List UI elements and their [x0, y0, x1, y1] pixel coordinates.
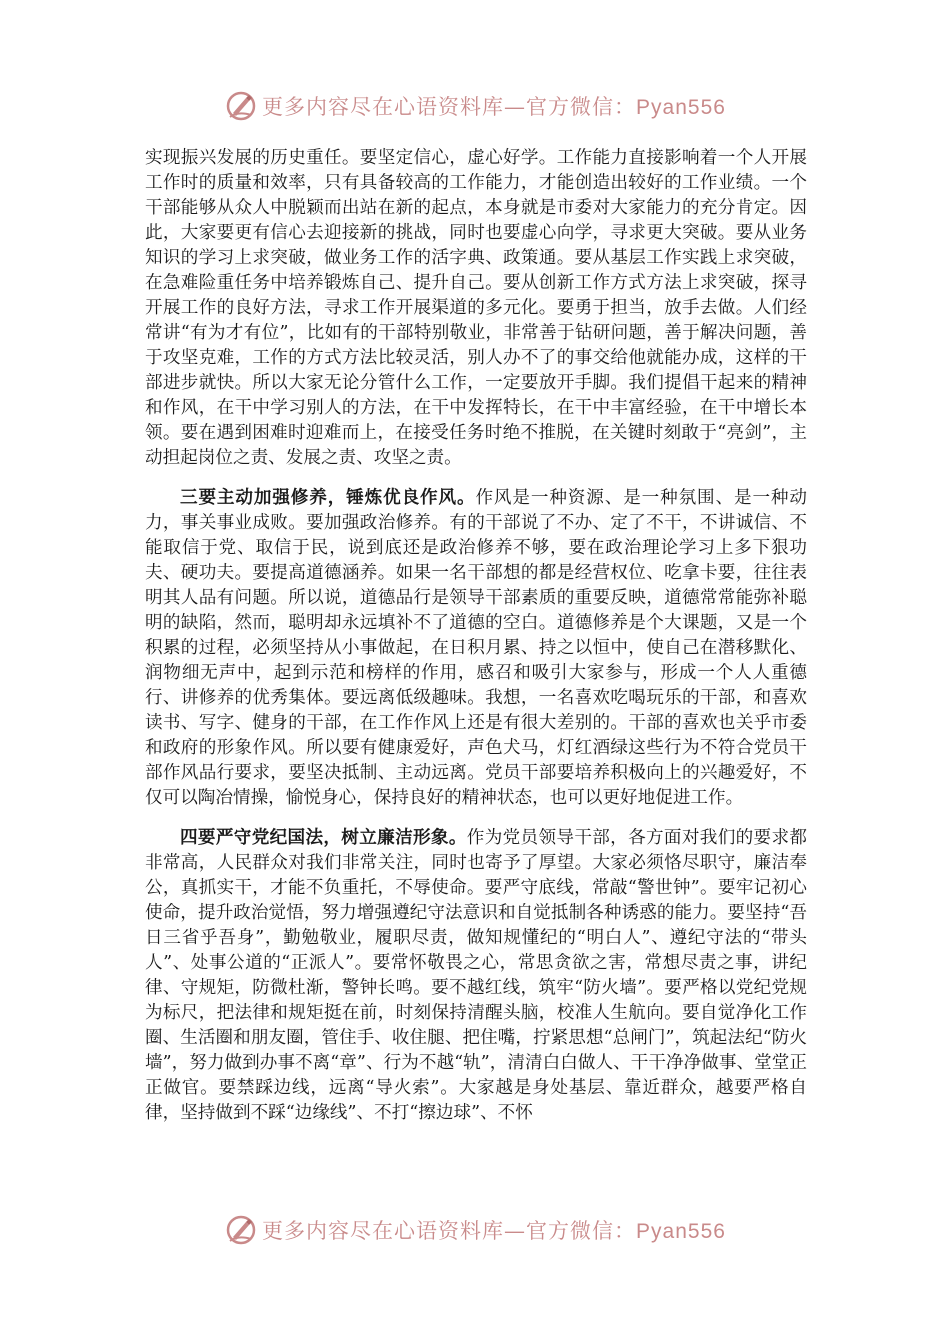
header-banner [0, 86, 950, 126]
banner-label: 更多内容尽在心语资料库—官方微信： [262, 95, 637, 119]
paragraph-2-text: 作风是一种资源、是一种氛围、是一种动力，事关事业成败。要加强政治修养。有的干部说了不办、定了不干，不讲诚信、不能取信于党、取信于民，说到底还是政治修养不够，要在政治理论学习上多下狠功夫、硬功夫。要提高道德涵养。如果一名干部想的都是经营权位、吃拿卡要，往往表明其人品有问题。所以说，道德品行是领导干部素质的重要反映，道德常常能弥补聪明的缺陷，然而，聪明却永远填补不了道德的空白。道德修养是个大课题，又是一个积累的过程，必须坚持从小事做起，在日积月累、持之以恒中，使自己在潜移默化、润物细无声中，起到示范和榜样的作用，感召和吸引大家参与，形成一个人人重德行、讲修养的优秀集体。要远离低级趣味。我想，一名喜欢吃喝玩乐的干部，和喜欢读书、写字、健身的干部，在工作作风上还是有很大差别的。干部的喜欢也关乎市委和政府的形象作风。所以要有健康爱好，声色犬马，灯红酒绿这些行为不符合党员干部作风品行要求，要坚决抵制、主动远离。党员干部要培养积极向上的兴趣爱好，不仅可以陶冶情操，愉悦身心，保持良好的精神状态，也可以更好地促进工作。 [145, 488, 807, 808]
paragraph-1-text: 实现振兴发展的历史重任。要坚定信心，虚心好学。工作能力直接影响着一个人开展工作时的质量和效率，只有具备较高的工作能力，才能创造出较好的工作业绩。一个干部能够从众人中脱颖而出站在新的起点，本身就是市委对大家能力的充分肯定。因此，大家要更有信心去迎接新的挑战，同时也要虚心向学，寻求更大突破。要从业务知识的学习上求突破，做业务工作的活字典、政策通。要从基层工作实践上求突破，在急难险重任务中培养锻炼自己、提升自己。要从创新工作方式方法上求突破，探寻开展工作的良好方法，寻求工作开展渠道的多元化。要勇于担当，放手去做。人们经常讲“有为才有位”，比如有的干部特别敬业，非常善于钻研问题，善于解决问题，善于攻坚克难，工作的方式方法比较灵活，别人办不了的事交给他就能办成，这样的干部进步就快。所以大家无论分管什么工作，一定要放开手脚。我们提倡干起来的精神和作风，在干中学习别人的方法，在干中发挥特长，在干中丰富经验，在干中增长本领。要在遇到困难时迎难而上，在接受任务时绝不推脱，在关键时刻敢于“亮剑”，主动担起岗位之责、发展之责、攻坚之责。 [145, 148, 807, 468]
footer-banner [0, 1210, 950, 1250]
paragraph-2 [145, 485, 807, 811]
banner-text [262, 91, 726, 121]
document-body [145, 146, 807, 1140]
banner-text [262, 1215, 726, 1245]
banner-wechat-id: Pyan556 [636, 1220, 726, 1243]
pen-logo-icon [224, 1213, 258, 1247]
paragraph-3-heading: 四要严守党纪国法，树立廉洁形象。 [180, 827, 467, 848]
paragraph-3 [145, 825, 807, 1126]
banner-wechat-id: Pyan556 [636, 96, 726, 119]
paragraph-1 [145, 146, 807, 471]
paragraph-2-heading: 三要主动加强修养，锤炼优良作风。 [180, 487, 476, 508]
banner-label: 更多内容尽在心语资料库—官方微信： [262, 1219, 637, 1243]
pen-logo-icon [224, 89, 258, 123]
paragraph-3-text: 作为党员领导干部，各方面对我们的要求都非常高，人民群众对我们非常关注，同时也寄予了厚望。大家必须恪尽职守，廉洁奉公，真抓实干，才能不负重托，不辱使命。要严守底线，常敲“警世钟”。要牢记初心使命，提升政治觉悟，努力增强遵纪守法意识和自觉抵制各种诱惑的能力。要坚持“吾日三省乎吾身”，勤勉敬业，履职尽责，做知规懂纪的“明白人”、遵纪守法的“带头人”、处事公道的“正派人”。要常怀敬畏之心，常思贪欲之害，常想尽责之事，讲纪律、守规矩，防微杜渐，警钟长鸣。要不越红线，筑牢“防火墙”。要严格以党纪党规为标尺，把法律和规矩挺在前，时刻保持清醒头脑，校准人生航向。要自觉净化工作圈、生活圈和朋友圈，管住手、收住腿、把住嘴，拧紧思想“总闸门”，筑起法纪“防火墙”，努力做到办事不离“章”、行为不越“轨”，清清白白做人、干干净净做事、堂堂正正做官。要禁踩边线，远离“导火索”。大家越是身处基层、靠近群众，越要严格自律，坚持做到不踩“边缘线”、不打“擦边球”、不怀 [145, 828, 807, 1123]
